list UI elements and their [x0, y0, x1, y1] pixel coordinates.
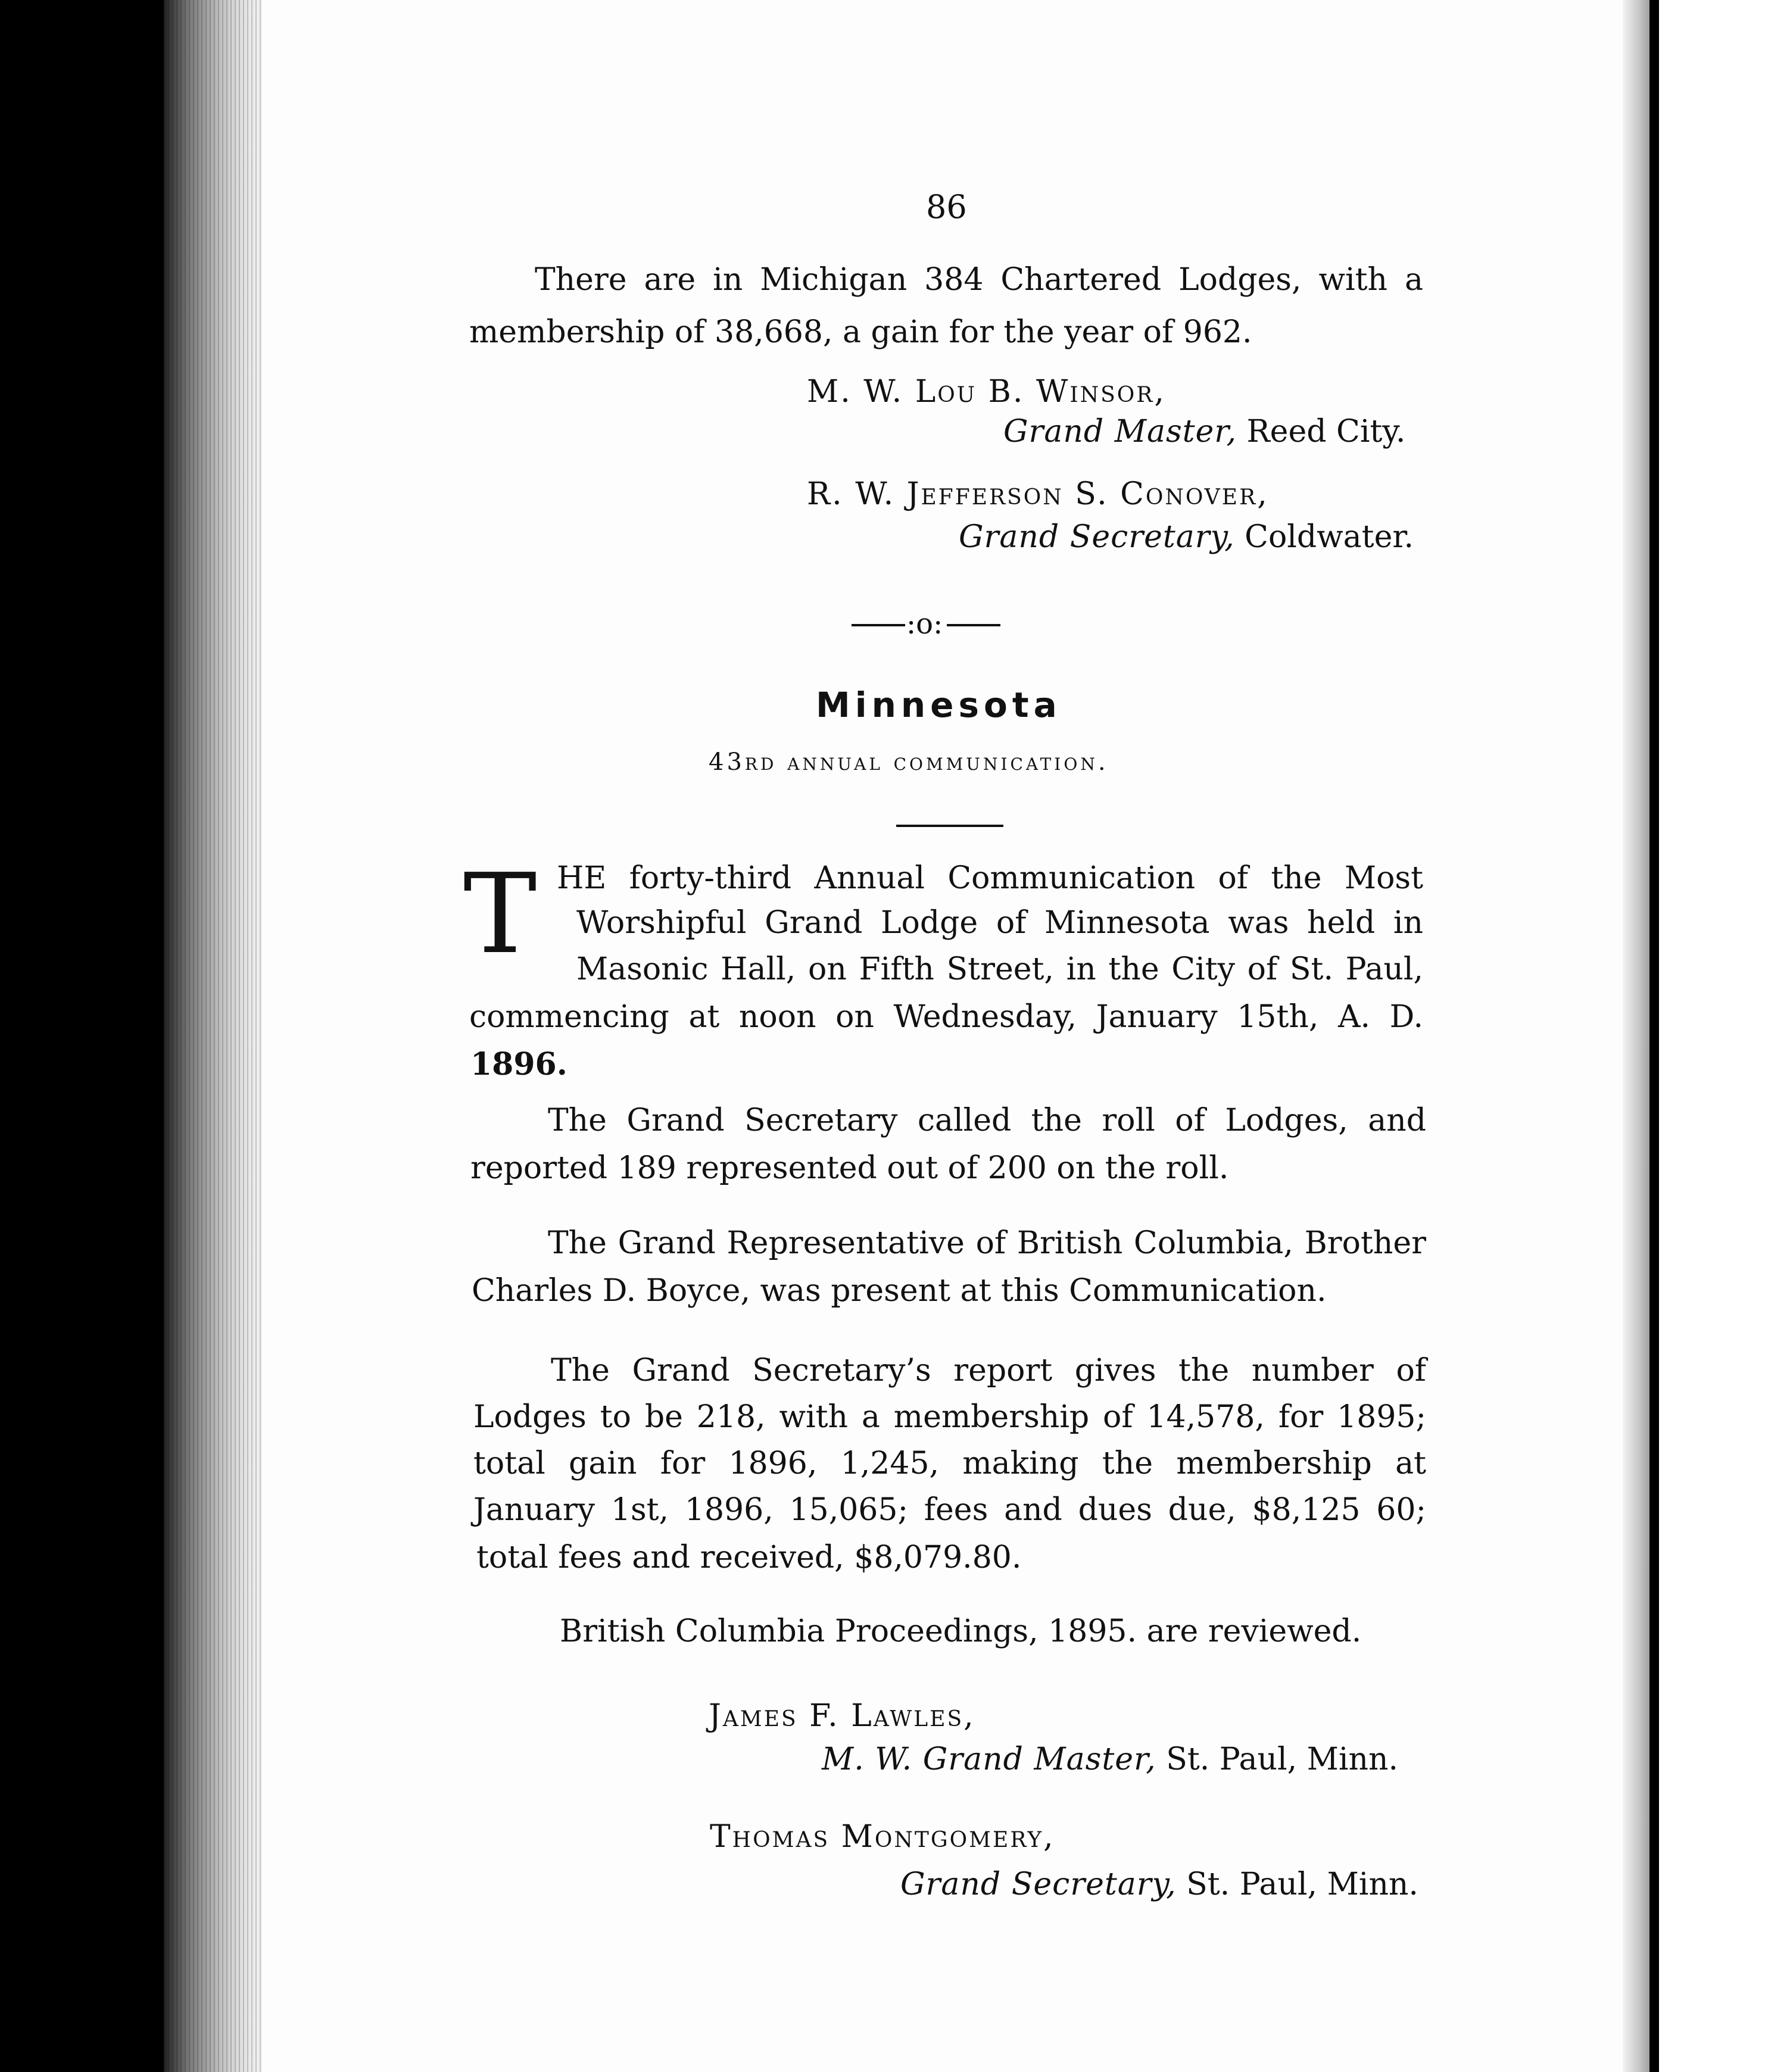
minnesota-grand-secretary-place: St. Paul, Minn. — [1176, 1867, 1418, 1902]
michigan-grand-secretary-title — [959, 519, 1414, 555]
michigan-grand-master-place: Reed City. — [1236, 414, 1406, 450]
heading-rule — [896, 825, 1003, 827]
p1-line-4: commencing at noon on Wednesday, January 15th, A. D. — [469, 999, 1423, 1035]
p1-line-3: Masonic Hall, on Fifth Street, in the City of St. Paul, — [576, 951, 1423, 987]
p1-line-1: HE forty-third Annual Communication of the Most — [557, 860, 1423, 896]
drop-cap: T — [463, 850, 537, 978]
scan-border-right — [1649, 0, 1659, 2072]
michigan-grand-master-name-text: M. W. Lou B. Winsor, — [807, 374, 1166, 410]
ornament-rule-right — [947, 624, 1000, 626]
minnesota-grand-secretary-name-text: Thomas Montgomery, — [710, 1819, 1055, 1855]
minnesota-grand-secretary-title-text: Grand Secretary, — [900, 1867, 1177, 1902]
page-edges — [164, 0, 262, 2072]
minnesota-grand-master-title-text: M. W. Grand Master, — [822, 1742, 1156, 1777]
scan-border-left — [0, 0, 164, 2072]
michigan-grand-master-title — [1003, 414, 1405, 450]
minnesota-grand-master-name — [709, 1698, 975, 1734]
michigan-grand-master-title-text: Grand Master, — [1003, 414, 1237, 450]
michigan-para-line-1: There are in Michigan 384 Chartered Lodges, with a — [535, 262, 1423, 298]
minnesota-grand-master-place: St. Paul, Minn. — [1156, 1742, 1399, 1777]
p1-line-2: Worshipful Grand Lodge of Minnesota was held in — [576, 905, 1423, 941]
michigan-grand-master-name — [807, 374, 1166, 410]
p1-line-5: 1896. — [470, 1046, 567, 1082]
page-number: 86 — [926, 188, 967, 226]
section-subheading: 43rd annual communication. — [709, 748, 1109, 776]
p4-line-2: Lodges to be 218, with a membership of 14,578, for 1895; — [473, 1399, 1426, 1435]
next-page-sliver — [1659, 0, 1765, 2072]
michigan-grand-secretary-place: Coldwater. — [1234, 519, 1414, 555]
p4-line-4: January 1st, 1896, 15,065; fees and dues due, $8,125 60; — [473, 1492, 1426, 1528]
p3-line-1: The Grand Representative of British Columbia, Brother — [548, 1225, 1426, 1261]
michigan-grand-secretary-name — [807, 476, 1269, 512]
p3-line-2: Charles D. Boyce, was present at this Communication. — [472, 1273, 1327, 1309]
michigan-para-line-2: membership of 38,668, a gain for the year of 962. — [469, 314, 1252, 350]
p4-line-1: The Grand Secretary’s report gives the number of — [551, 1353, 1426, 1388]
michigan-grand-secretary-name-text: R. W. Jefferson S. Conover, — [807, 476, 1269, 512]
ornament-divider: :o: — [906, 607, 943, 641]
michigan-grand-secretary-title-text: Grand Secretary, — [959, 519, 1235, 555]
p4-line-5: total fees and received, $8,079.80. — [476, 1540, 1022, 1575]
p2-line-1: The Grand Secretary called the roll of Lodges, and — [548, 1103, 1426, 1138]
minnesota-grand-secretary-title — [900, 1867, 1418, 1902]
section-heading: Minnesota — [816, 685, 1062, 725]
minnesota-grand-secretary-name — [710, 1819, 1055, 1855]
p5-line-1: British Columbia Proceedings, 1895. are reviewed. — [560, 1614, 1362, 1649]
p2-line-2: reported 189 represented out of 200 on the roll. — [470, 1150, 1229, 1186]
ornament-rule-left — [852, 624, 905, 626]
minnesota-grand-master-title — [822, 1742, 1398, 1777]
p4-line-3: total gain for 1896, 1,245, making the membership at — [473, 1446, 1426, 1481]
minnesota-grand-master-name-text: James F. Lawles, — [709, 1698, 975, 1734]
page-gutter — [1623, 0, 1649, 2072]
